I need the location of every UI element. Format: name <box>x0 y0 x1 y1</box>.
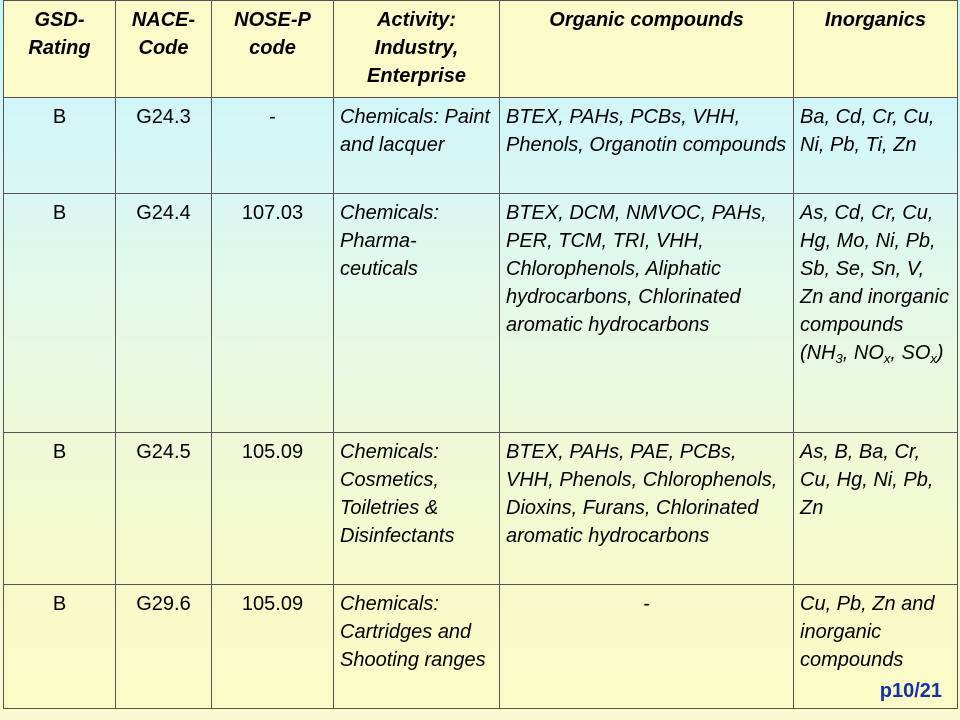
gsd-rating-cell: B <box>4 194 116 433</box>
activity-cell: Chemicals: Cosmetics, Toiletries & Disinfectants <box>334 433 500 585</box>
nose-p-code-cell: - <box>212 98 334 194</box>
inorganics-nh-text: (NH <box>800 342 836 364</box>
nose-p-code-cell: 107.03 <box>212 194 334 433</box>
nace-code-cell: G29.6 <box>116 585 212 709</box>
organic-compounds-cell: BTEX, PAHs, PAE, PCBs, VHH, Phenols, Chlorophenols, Dioxins, Furans, Chlorinated aromatic hydrocarbons <box>500 433 794 585</box>
header-row <box>4 1 958 98</box>
table-row <box>4 98 958 194</box>
nose-p-code-cell: 105.09 <box>212 433 334 585</box>
header-inorganics: Inorganics <box>794 1 958 98</box>
activity-cell: Chemicals: Pharma-ceuticals <box>334 194 500 433</box>
organic-compounds-cell: - <box>500 585 794 709</box>
nace-code-cell: G24.3 <box>116 98 212 194</box>
nose-p-code-cell: 105.09 <box>212 585 334 709</box>
activity-cell: Chemicals: Cartridges and Shooting ranges <box>334 585 500 709</box>
inorganics-cell: Cu, Pb, Zn and inorganic compounds <box>794 585 958 709</box>
gsd-rating-cell: B <box>4 433 116 585</box>
table-row <box>4 585 958 709</box>
inorganics-cell <box>794 194 958 433</box>
header-organic-compounds: Organic compounds <box>500 1 794 98</box>
gsd-rating-cell: B <box>4 98 116 194</box>
nace-code-cell: G24.5 <box>116 433 212 585</box>
table-row <box>4 433 958 585</box>
inorganics-no-text: , NO <box>842 342 884 364</box>
gsd-rating-cell: B <box>4 585 116 709</box>
activity-cell: Chemicals: Paint and lacquer <box>334 98 500 194</box>
header-nose-p-code: NOSE-P code <box>212 1 334 98</box>
header-gsd-rating: GSD-Rating <box>4 1 116 98</box>
organic-compounds-cell: BTEX, PAHs, PCBs, VHH, Phenols, Organotin compounds <box>500 98 794 194</box>
inorganics-no-subscript: x <box>883 351 891 366</box>
inorganics-nh-subscript: 3 <box>835 351 843 366</box>
inorganics-main-text: As, Cd, Cr, Cu, Hg, Mo, Ni, Pb, Sb, Se, Sn, V, Zn and inorganic compounds <box>800 202 949 336</box>
inorganics-close-text: ) <box>936 342 944 364</box>
header-nace-code: NACE-Code <box>116 1 212 98</box>
table-row <box>4 194 958 433</box>
data-table <box>3 0 958 709</box>
inorganics-cell: Ba, Cd, Cr, Cu, Ni, Pb, Ti, Zn <box>794 98 958 194</box>
header-activity: Activity: Industry, Enterprise <box>334 1 500 98</box>
page-number: p10/21 <box>879 680 942 702</box>
nace-code-cell: G24.4 <box>116 194 212 433</box>
bottom-strip <box>0 712 960 720</box>
inorganics-so-subscript: x <box>930 351 937 366</box>
organic-compounds-cell: BTEX, DCM, NMVOC, PAHs, PER, TCM, TRI, VHH, Chlorophenols, Aliphatic hydrocarbons, Chlorinated aromatic hydrocarbons <box>500 194 794 433</box>
inorganics-cell: As, B, Ba, Cr, Cu, Hg, Ni, Pb, Zn <box>794 433 958 585</box>
inorganics-so-text: , SO <box>890 342 931 364</box>
